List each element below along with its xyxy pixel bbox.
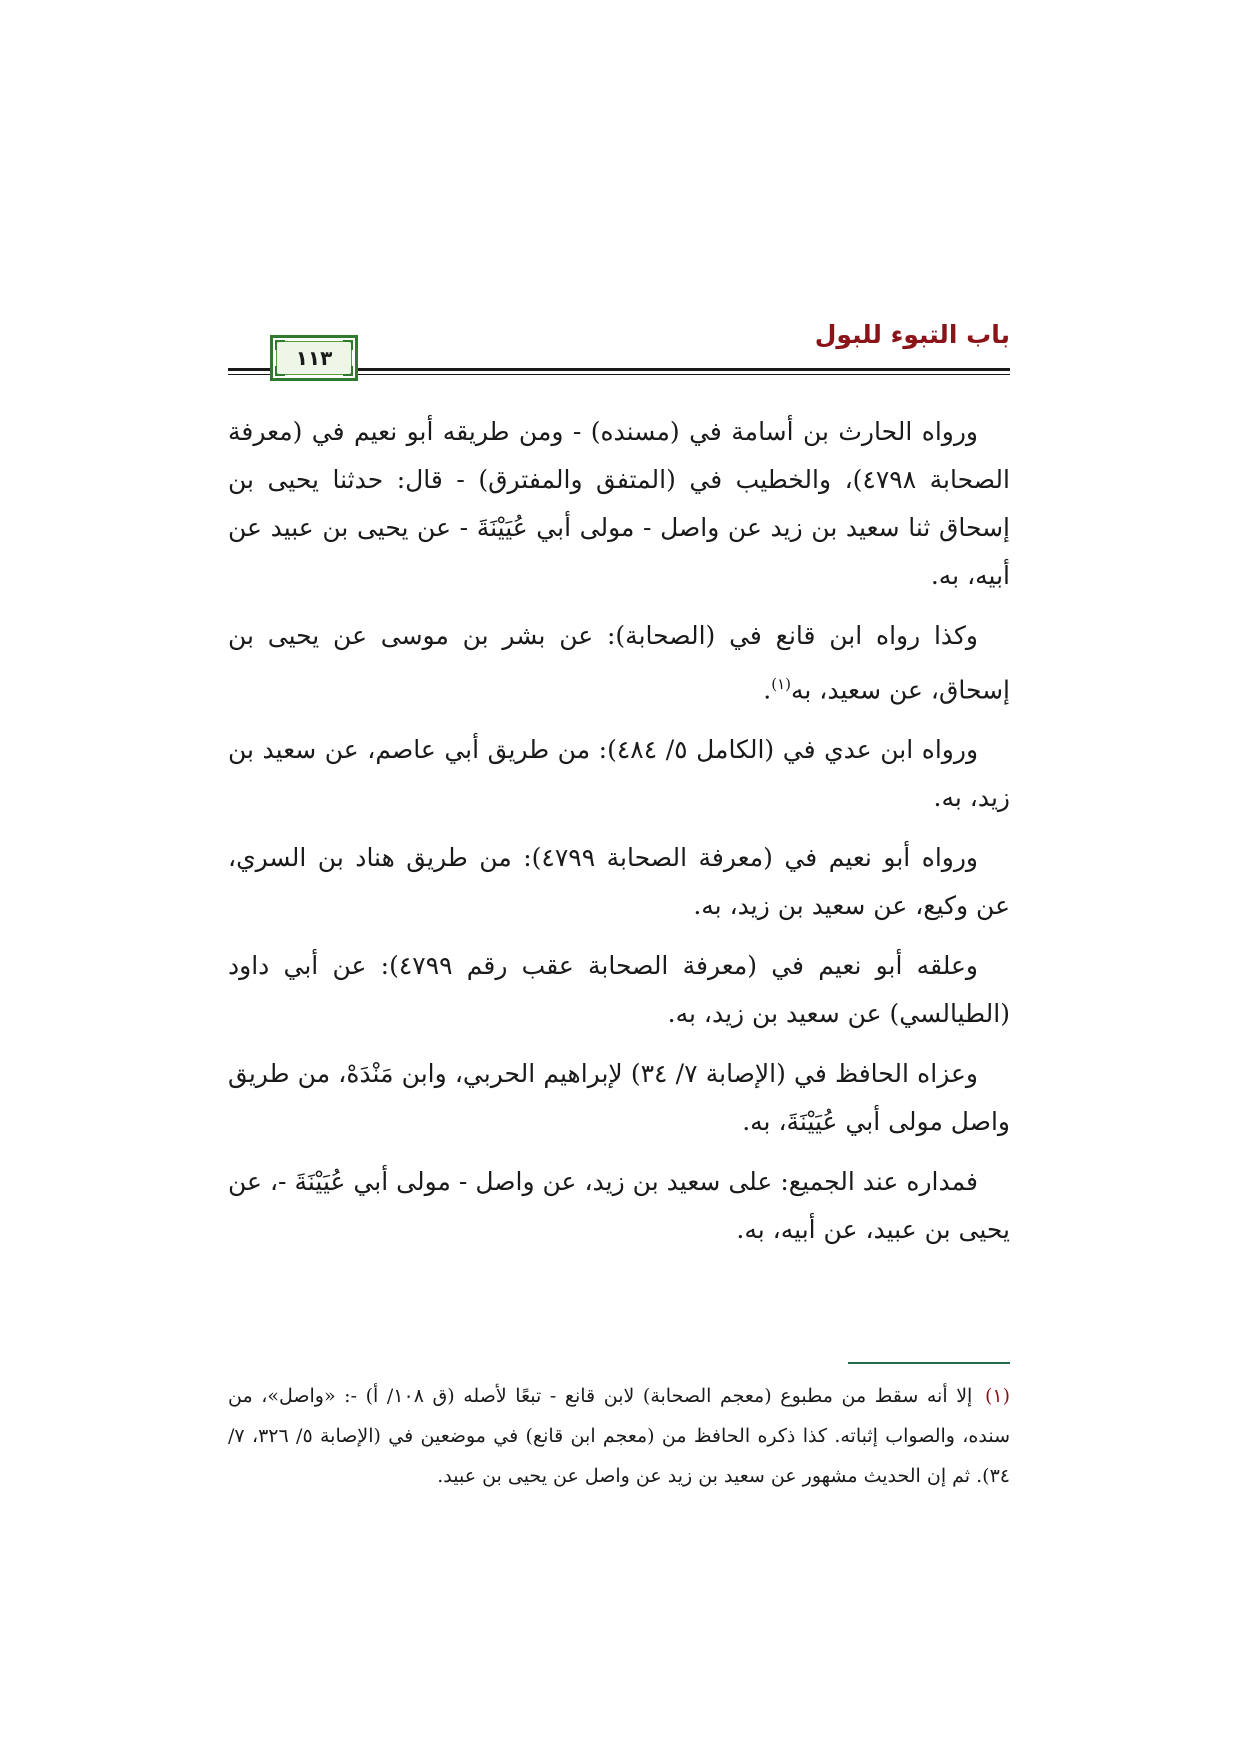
ornament-corner: [275, 340, 285, 350]
page-header: [228, 320, 1010, 380]
main-text: [228, 408, 1010, 1266]
paragraph-2-end: .: [763, 675, 772, 705]
page-number: ١١٣: [276, 341, 352, 375]
paragraph-7: فمداره عند الجميع: على سعيد بن زيد، عن واصل - مولى أبي عُيَيْنَةَ -، عن يحيى بن عبيد، عن أبيه، به.: [228, 1167, 1010, 1245]
paragraph-2: [228, 612, 1010, 714]
footnote-separator: [848, 1362, 1010, 1364]
paragraph-5: وعلقه أبو نعيم في (معرفة الصحابة عقب رقم ٤٧٩٩): عن أبي داود (الطيالسي) عن سعيد بن زيد، به.: [228, 951, 1010, 1029]
ornament-corner: [343, 366, 353, 376]
ornament-corner: [275, 366, 285, 376]
footnote-1-marker: (١): [984, 1385, 1010, 1407]
paragraph-1: ورواه الحارث بن أسامة في (مسنده) - ومن طريقه أبو نعيم في (معرفة الصحابة ٤٧٩٨)، والخطيب في (المتفق والمفترق) - قال: حدثنا يحيى بن إسحاق ثنا سعيد بن زيد عن واصل - مولى أبي عُيَيْنَةَ - عن يحيى بن عبيد عن أبيه، به.: [228, 417, 1010, 590]
chapter-title: باب التبوء للبول: [814, 320, 1010, 349]
paragraph-6: وعزاه الحافظ في (الإصابة ٧/ ٣٤) لإبراهيم الحربي، وابن مَنْدَهْ، من طريق واصل مولى أبي عُيَيْنَةَ، به.: [228, 1059, 1010, 1137]
footnotes: [228, 1376, 1010, 1496]
footnote-ref-1[interactable]: (١): [771, 675, 791, 693]
paragraph-2-text: وكذا رواه ابن قانع في (الصحابة): عن بشر بن موسى عن يحيى بن إسحاق، عن سعيد، به: [228, 621, 1010, 705]
paragraph-3: ورواه ابن عدي في (الكامل ٥/ ٤٨٤): من طريق أبي عاصم، عن سعيد بن زيد، به.: [228, 735, 1010, 813]
page-number-badge: [270, 335, 358, 381]
ornament-corner: [343, 340, 353, 350]
paragraph-4: ورواه أبو نعيم في (معرفة الصحابة ٤٧٩٩): من طريق هناد بن السري، عن وكيع، عن سعيد بن زيد، به.: [228, 843, 1010, 921]
footnote-1: [228, 1376, 1010, 1496]
footnote-1-text: إلا أنه سقط من مطبوع (معجم الصحابة) لابن قانع - تبعًا لأصله (ق ١٠٨/ أ) -: «واصل»، من سنده، والصواب إثباته. كذا ذكره الحافظ من (معجم ابن قانع) في موضعين في (الإصابة ٥/ ٣٢٦، ٧/ ٣٤). ثم إن الحديث مشهور عن سعيد بن زيد عن واصل عن يحيى بن عبيد.: [228, 1385, 1011, 1487]
